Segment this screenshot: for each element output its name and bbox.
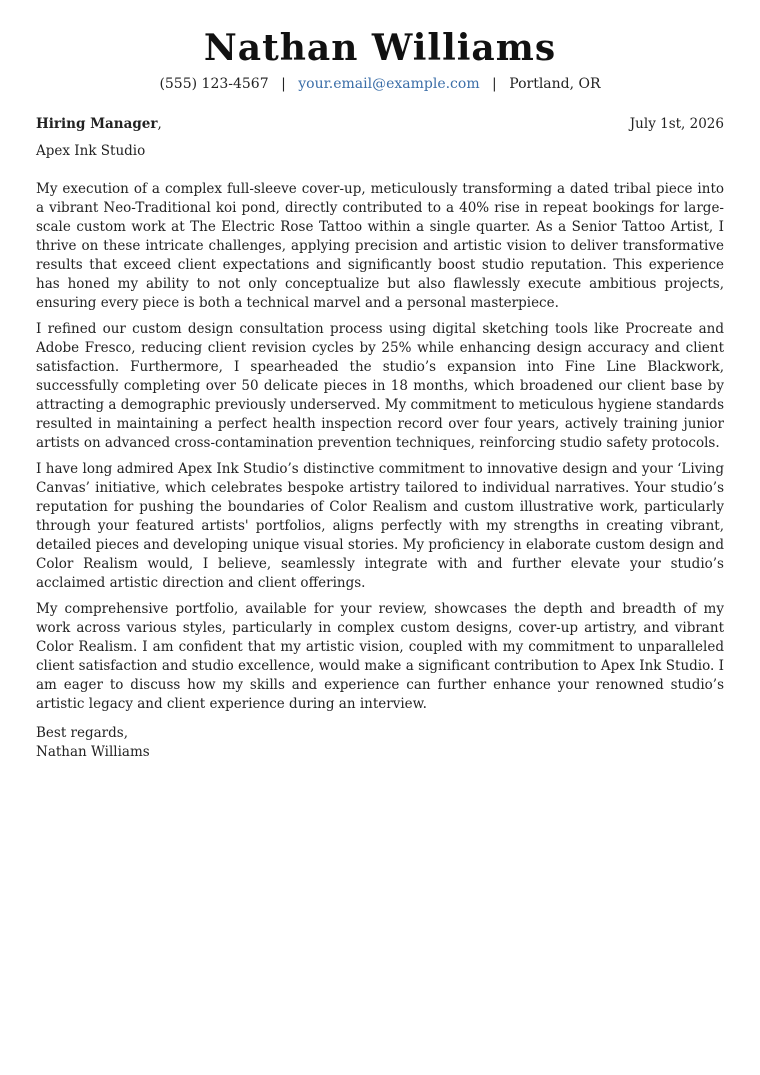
contact-line — [36, 75, 724, 93]
email-link[interactable]: your.email@example.com — [298, 76, 480, 93]
closing-salutation: Best regards, — [36, 725, 129, 742]
letter-date: July 1st, 2026 — [629, 116, 724, 133]
location: Portland, OR — [509, 76, 601, 93]
letter-body — [36, 180, 724, 714]
contact-separator: | — [281, 76, 286, 93]
letter-paragraph: My comprehensive portfolio, available for your review, showcases the depth and breadth of my work across various styles, particularly in complex custom designs, cover-up artistry, and vibrant Color Realism. I am confident that my artistic vision, coupled with my commitment to unparalleled client satisfaction and studio excellence, would make a significant contribution to Apex Ink Studio. I am eager to discuss how my skills and experience can further enhance your renowned studio’s artistic legacy and client experience during an interview. — [36, 601, 724, 713]
letter-paragraph: I have long admired Apex Ink Studio’s distinctive commitment to innovative design and your ‘Living Canvas’ initiative, which celebrates bespoke artistry tailored to individual narratives. Your studio’s reputation for pushing the boundaries of Color Realism and custom illustrative work, particularly through your featured artists' portfolios, aligns perfectly with my strengths in creating vibrant, detailed pieces and developing unique visual stories. My proficiency in elaborate custom design and Color Realism would, I believe, seamlessly integrate with and further elevate your studio’s acclaimed artistic direction and client offerings. — [36, 461, 724, 592]
phone-number: (555) 123-4567 — [159, 76, 269, 93]
address-row — [36, 115, 724, 133]
contact-separator: | — [492, 76, 497, 93]
recipient-name: Hiring Manager — [36, 116, 158, 133]
recipient-name-suffix: , — [157, 116, 162, 133]
recipient-company: Apex Ink Studio — [36, 143, 146, 160]
recipient-block — [36, 115, 162, 133]
applicant-name: Nathan Williams — [203, 27, 557, 69]
signature-name: Nathan Williams — [36, 744, 150, 761]
closing-block — [36, 724, 724, 762]
letter-paragraph: I refined our custom design consultation process using digital sketching tools like Procreate and Adobe Fresco, reducing client revision cycles by 25% while enhancing design accuracy and client satisfaction. Furthermore, I spearheaded the studio’s expansion into Fine Line Blackwork, successfully completing over 50 delicate pieces in 18 months, which broadened our client base by attracting a demographic previously underserved. My commitment to meticulous hygiene standards resulted in maintaining a perfect health inspection record over four years, actively training junior artists on advanced cross-contamination prevention techniques, reinforcing studio safety protocols. — [36, 321, 724, 452]
letter-paragraph: My execution of a complex full-sleeve cover-up, meticulously transforming a dated tribal piece into a vibrant Neo-Traditional koi pond, directly contributed to a 40% rise in repeat bookings for large-scale custom work at The Electric Rose Tattoo within a single quarter. As a Senior Tattoo Artist, I thrive on these intricate challenges, applying precision and artistic vision to deliver transformative results that exceed client expectations and significantly boost studio reputation. This experience has honed my ability to not only conceptualize but also flawlessly execute ambitious projects, ensuring every piece is both a technical marvel and a personal masterpiece. — [36, 181, 724, 312]
